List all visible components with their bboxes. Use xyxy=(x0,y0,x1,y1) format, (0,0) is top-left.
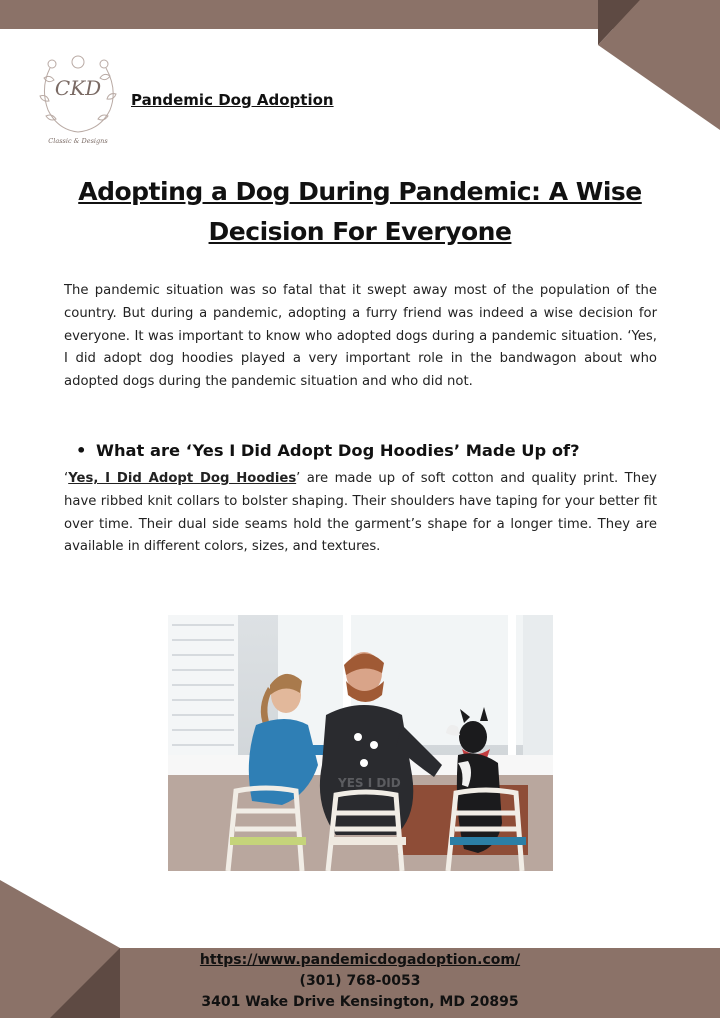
subheading-text: What are ‘Yes I Did Adopt Dog Hoodies’ Made Up of? xyxy=(96,441,580,460)
paragraph-rest: ’ are made up of soft cotton and quality print. They have ribbed knit collars to bolster shaping. Their shoulders have taping for your better fit over time. Their dual side seams hold the garment’s shape for a longer time. They are available in different colors, sizes, and textures. xyxy=(64,471,657,555)
article-title xyxy=(40,172,680,252)
phone-number: (301) 768-0053 xyxy=(299,973,421,989)
logo-monogram: CKD xyxy=(54,76,102,100)
brand-title-link[interactable]: Pandemic Dog Adoption xyxy=(131,91,334,109)
hoodies-paragraph xyxy=(64,468,657,559)
logo-tagline: Classic & Designs xyxy=(48,137,108,145)
top-right-corner-decoration xyxy=(598,0,720,130)
hoodie-print-text: YES I DID xyxy=(338,776,401,790)
intro-paragraph: The pandemic situation was so fatal that it swept away most of the population of the country. But during a pandemic, adopting a furry friend was indeed a wise decision for everyone. It was important to know who adopted dogs during a pandemic situation. ‘Yes, I did adopt dog hoodies played a very important role in the bandwagon about who adopted dogs during the pandemic situation and who did not. xyxy=(64,283,657,390)
yes-i-did-adopt-dog-hoodies-link[interactable]: Yes, I Did Adopt Dog Hoodies xyxy=(68,471,297,486)
open-quote: ‘ xyxy=(64,471,69,486)
bullet-icon: • xyxy=(76,441,87,460)
couple-with-dog-photo xyxy=(168,615,553,871)
section-subheading xyxy=(76,441,696,460)
footer-contact xyxy=(120,950,600,1013)
website-link[interactable]: https://www.pandemicdogadoption.com/ xyxy=(199,952,521,968)
title-line-2: Decision For Everyone xyxy=(208,217,512,246)
bottom-left-corner-decoration xyxy=(0,880,140,1018)
title-line-1: Adopting a Dog During Pandemic: A Wise xyxy=(78,177,642,206)
address: 3401 Wake Drive Kensington, MD 20895 xyxy=(201,994,519,1010)
ckd-logo xyxy=(30,48,126,146)
